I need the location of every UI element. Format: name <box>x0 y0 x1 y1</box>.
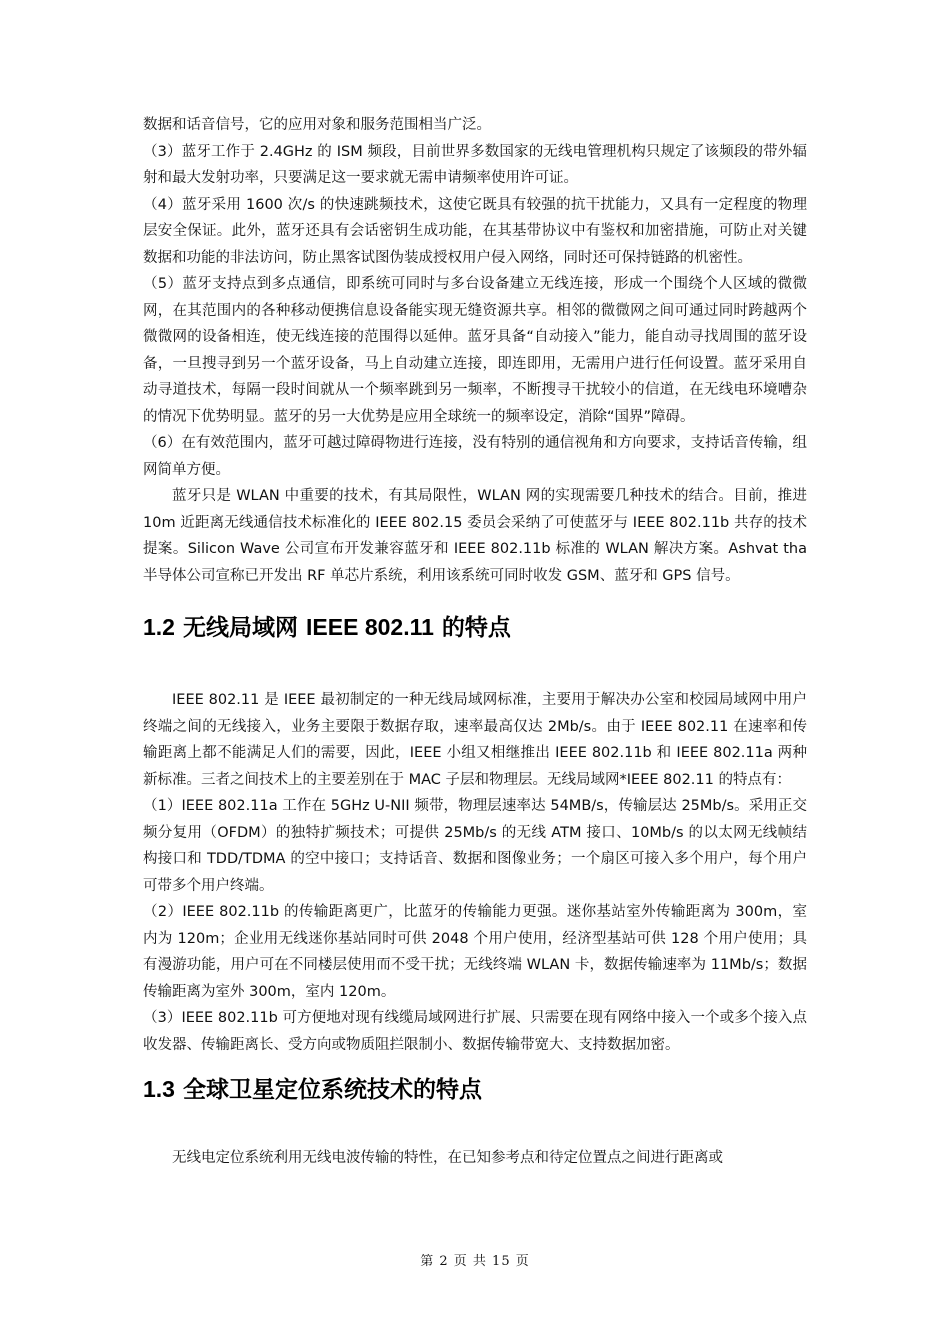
document-page <box>143 112 807 1172</box>
section-title-part: 的特点 <box>441 615 511 641</box>
section-number: 1.3 <box>143 1076 175 1102</box>
paragraph: （1）IEEE 802.11a 工作在 5GHz U-NII 频带，物理层速率达 54MB/s，传输层达 25Mb/s。采用正交频分复用（OFDM）的独特扩频技术；可提供 25Mb/s 的无线 ATM 接口、10Mb/s 的以太网无线帧结构接口和 TDD/TDMA 的空中接口；支持话音、数据和图像业务；一个扇区可接入多个用户，每个用户可带多个用户终端。 <box>143 798 807 894</box>
section-heading-1-3 <box>143 1074 807 1105</box>
paragraph: 无线电定位系统利用无线电波传输的特性，在已知参考点和待定位置点之间进行距离或 <box>172 1150 723 1166</box>
paragraph: 数据和话音信号，它的应用对象和服务范围相当广泛。 <box>143 117 491 133</box>
paragraph: （3）蓝牙工作于 2.4GHz 的 ISM 频段，目前世界多数国家的无线电管理机构只规定了该频段的带外辐射和最大发射功率，只要满足这一要求就无需申请频率使用许可证。 <box>143 143 807 186</box>
section-title-standard: IEEE 802.11 <box>306 614 434 640</box>
section-heading-1-2 <box>143 612 807 643</box>
section-number: 1.2 <box>143 614 175 640</box>
paragraph: IEEE 802.11 是 IEEE 最初制定的一种无线局域网标准，主要用于解决办公室和校园局域网中用户终端之间的无线接入，业务主要限于数据存取，速率最高仅达 2Mb/s。由于 IEEE 802.11 在速率和传输距离上都不能满足人们的需要，因此，IEEE 小组又相继推出 IEEE 802.11b 和 IEEE 802.11a 两种新标准。三者之间技术上的主要差别在于 MAC 子层和物理层。无线局域网*IEEE 802.11 的特点有： <box>143 692 807 788</box>
paragraph: （6）在有效范围内，蓝牙可越过障碍物进行连接，没有特别的通信视角和方向要求，支持话音传输，组网简单方便。 <box>143 435 807 478</box>
paragraph: （4）蓝牙采用 1600 次/s 的快速跳频技术，这使它既具有较强的抗干扰能力，又具有一定程度的物理层安全保证。此外，蓝牙还具有会话密钥生成功能，在其基带协议中有鉴权和加密措施，可防止对关键数据和功能的非法访问，防止黑客试图伪装成授权用户侵入网络，同时还可保持链路的机密性。 <box>143 196 807 266</box>
paragraph: （2）IEEE 802.11b 的传输距离更广，比蓝牙的传输能力更强。迷你基站室外传输距离为 300m，室内为 120m；企业用无线迷你基站同时可供 2048 个用户使用，经济型基站可供 128 个用户使用；具有漫游功能，用户可在不同楼层使用而不受干扰；无线终端 WLAN 卡，数据传输速率为 11Mb/s；数据传输距离为室外 300m，室内 120m。 <box>143 904 807 1000</box>
section-title-part: 无线局域网 <box>183 615 298 641</box>
page-footer: 第 2 页 共 15 页 <box>420 1254 530 1269</box>
paragraph: （3）IEEE 802.11b 可方便地对现有线缆局域网进行扩展、只需要在现有网络中接入一个或多个接入点收发器、传输距离长、受方向或物质阻拦限制小、数据传输带宽大、支持数据加密。 <box>143 1010 807 1053</box>
paragraph: （5）蓝牙支持点到多点通信，即系统可同时与多台设备建立无线连接，形成一个围绕个人区域的微微网，在其范围内的各种移动便携信息设备能实现无缝资源共享。相邻的微微网之间可通过同时跨越两个微微网的设备相连，使无线连接的范围得以延伸。蓝牙具备“自动接入”能力，能自动寻找周围的蓝牙设备，一旦搜寻到另一个蓝牙设备，马上自动建立连接，即连即用，无需用户进行任何设置。蓝牙采用自动寻道技术，每隔一段时间就从一个频率跳到另一频率，不断搜寻干扰较小的信道，在无线电环境嘈杂的情况下优势明显。蓝牙的另一大优势是应用全球统一的频率设定，消除“国界”障碍。 <box>143 276 807 425</box>
section-title: 全球卫星定位系统技术的特点 <box>183 1077 482 1103</box>
paragraph: 蓝牙只是 WLAN 中重要的技术，有其局限性，WLAN 网的实现需要几种技术的结合。目前，推进 10m 近距离无线通信技术标准化的 IEEE 802.15 委员会采纳了可使蓝牙与 IEEE 802.11b 共存的技术提案。Silicon Wave 公司宣布开发兼容蓝牙和 IEEE 802.11b 标准的 WLAN 解决方案。Ashvat tha 半导体公司宣称已开发出 RF 单芯片系统，利用该系统可同时收发 GSM、蓝牙和 GPS 信号。 <box>143 488 807 584</box>
